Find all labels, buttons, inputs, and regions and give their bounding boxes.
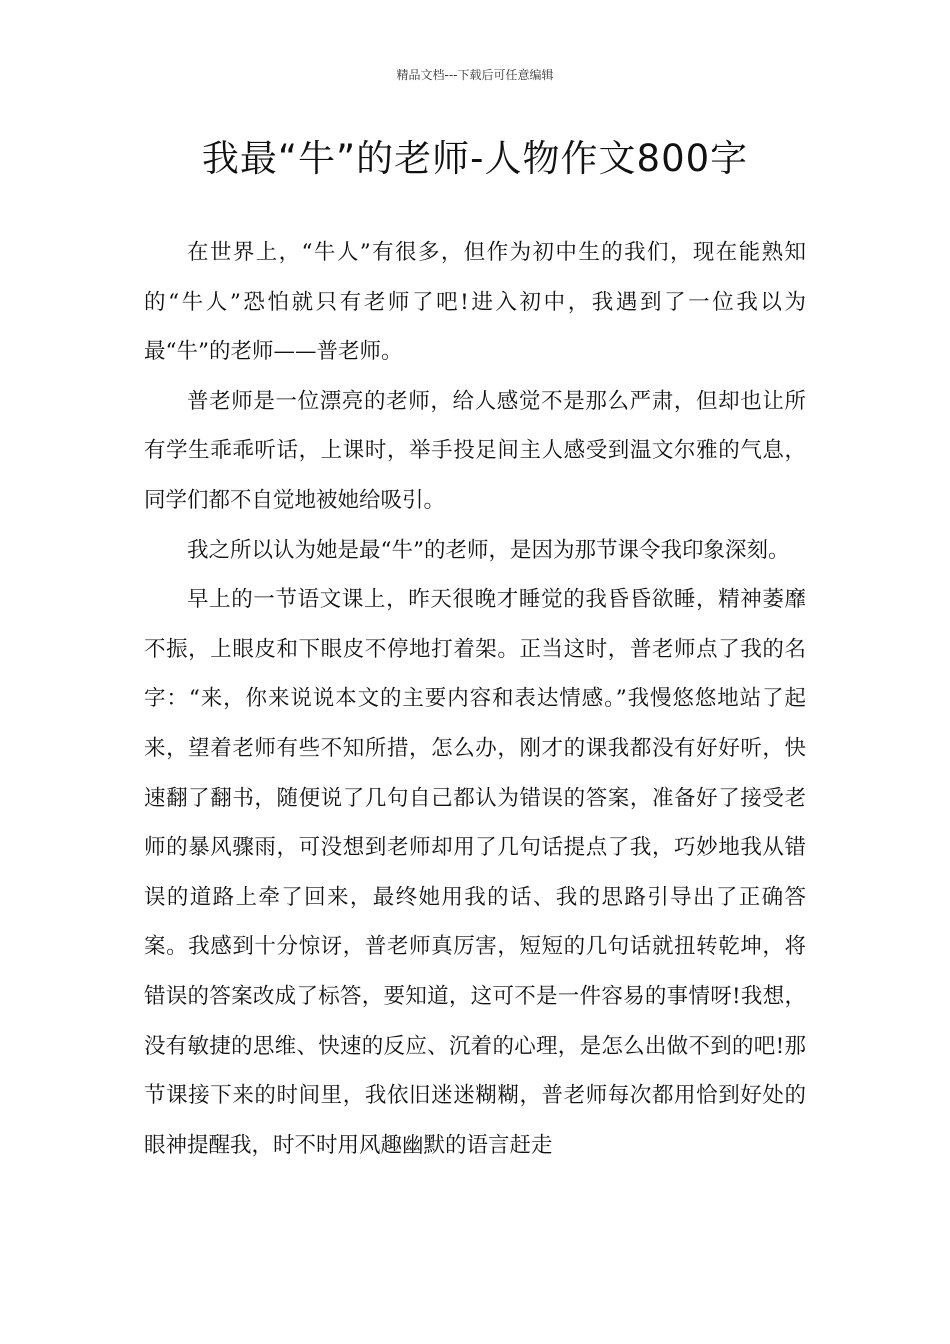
paragraph-3: 我之所以认为她是最“牛”的老师，是因为那节课令我印象深刻。 [187, 537, 790, 563]
document-body [144, 228, 806, 1170]
paragraph-1: 在世界上，“牛人”有很多，但作为初中生的我们，现在能熟知的“牛人”恐怕就只有老师了吧!进入初中，我遇到了一位我以为最“牛”的老师——普老师。 [144, 240, 806, 365]
page-header: 精品文档---下载后可任意编辑 [396, 68, 554, 82]
document-title: 我最“牛”的老师-人物作文800字 [201, 137, 749, 180]
paragraph-2: 普老师是一位漂亮的老师，给人感觉不是那么严肃，但却也让所有学生乖乖听话，上课时，举手投足间主人感受到温文尔雅的气息，同学们都不自觉地被她给吸引。 [144, 388, 806, 513]
paragraph-4: 早上的一节语文课上，昨天很晚才睡觉的我昏昏欲睡，精神萎靡不振，上眼皮和下眼皮不停地打着架。正当这时，普老师点了我的名字：“来，你来说说本文的主要内容和表达情感。”我慢悠悠地站了起来，望着老师有些不知所措，怎么办，刚才的课我都没有好好听，快速翻了翻书，随便说了几句自己都认为错误的答案，准备好了接受老师的暴风骤雨，可没想到老师却用了几句话提点了我，巧妙地我从错误的道路上牵了回来，最终她用我的话、我的思路引导出了正确答案。我感到十分惊讶，普老师真厉害，短短的几句话就扭转乾坤，将错误的答案改成了标答，要知道，这可不是一件容易的事情呀!我想，没有敏捷的思维、快速的反应、沉着的心理，是怎么出做不到的吧!那节课接下来的时间里，我依旧迷迷糊糊，普老师每次都用恰到好处的眼神提醒我，时不时用风趣幽默的语言赶走 [144, 587, 806, 1158]
